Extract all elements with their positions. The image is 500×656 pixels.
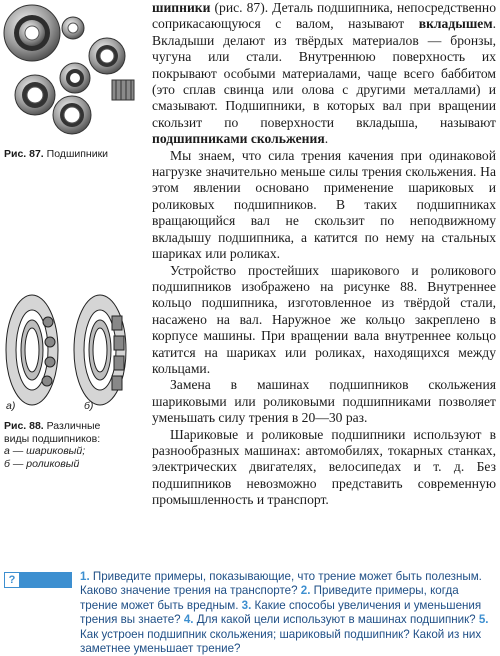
paragraph-5: Шариковые и роликовые подшипники используют в разнообразных машинах: автомобилях, токарных станках, электрических двигателях, велосипедах и т. д. Без подшипников невозможно представить современную промышленность и транспорт.	[152, 426, 496, 508]
figure-88-line-2: виды подшипников:	[4, 432, 101, 445]
term-sliding-bearings: подшипниками скольжения	[152, 131, 325, 147]
term-vkladysh: вкладышем	[418, 16, 493, 32]
figure-88-caption	[4, 420, 144, 470]
bearings-photo	[0, 0, 140, 140]
bearing-right-top	[89, 38, 125, 74]
figure-88-line-1: Различные	[46, 420, 101, 432]
question-text: Как устроен подшипник скольжения; шариковый подшипник? Какой из них заметнее уменьшает трение?	[80, 627, 482, 656]
question-text: Приведите примеры, показывающие, что трение может быть полезным. Каково значение трения на транспорте?	[80, 570, 482, 598]
question-text: Приведите примеры, когда трение может быть вредным.	[80, 584, 459, 612]
question-number: 3.	[241, 598, 252, 612]
figure-88-line-4: б — роликовый	[4, 457, 80, 470]
bearing-cross-sections	[0, 292, 135, 410]
question-number: 2.	[300, 584, 311, 598]
p1-part-1: (рис. 87). Деталь подшипника, непосредственно соприкасающуюся с валом, называют	[152, 0, 496, 32]
p1-part-3: .	[324, 131, 329, 147]
questions-block	[4, 570, 496, 656]
figure-87-text: Подшипники	[46, 148, 109, 160]
bearing-left-bottom	[15, 75, 55, 115]
roller-cage	[112, 80, 134, 100]
p1-lead-bold: шипники	[152, 0, 211, 15]
question-icon: ?	[5, 573, 19, 587]
question-number: 5.	[478, 613, 489, 627]
paragraph-4: Замена в машинах подшипников скольжения шариковыми или роликовыми подшипниками позволяет уменьшать силу трения в 20—30 раз.	[152, 377, 496, 426]
figure-88-line-3: а — шариковый;	[4, 445, 86, 457]
ball-bearing-diagram	[6, 295, 58, 405]
figure-88-label-b: б)	[84, 400, 94, 412]
paragraph-1	[152, 0, 496, 148]
questions-label: Вопросы	[4, 590, 55, 602]
roller-bearing-diagram	[74, 295, 126, 405]
question-number: 4.	[183, 613, 194, 627]
question-text: Какие способы увеличения и уменьшения трения вы знаете?	[80, 598, 482, 627]
paragraph-2: Мы знаем, что сила трения качения при одинаковой нагрузке значительно меньше силы трения скольжения. На этом явлении основано применение шариковых и роликовых подшипников. В таких подшипниках вращающийся вал не скользит по неподвижному вкладышу подшипника, а катится по нему на стальных шариках или роликах.	[152, 147, 496, 262]
bearing-small	[62, 17, 84, 39]
question-text: Для какой цели используют в машинах подшипник?	[193, 613, 479, 627]
figure-87-caption	[4, 148, 144, 160]
figure-87-number: Рис. 87.	[4, 148, 44, 160]
paragraph-3: Устройство простейших шарикового и роликового подшипников изображено на рисунке 88. Внутреннее кольцо подшипника, изготовленное из твёрдой стали, насажено на вал. Наружное же кольцо закреплено в корпусе машины. При вращении вала внутреннее кольцо катится на шариках или роликах, находящихся между кольцами.	[152, 262, 496, 376]
bearing-bottom	[53, 96, 91, 134]
questions-text	[80, 570, 496, 656]
main-text	[152, 0, 496, 509]
bearing-large	[4, 5, 60, 61]
p1-part-2: . Вкладыши делают из твёрдых материалов — бронзы, чугуна или стали. Внутреннюю поверхность их покрывают особыми материалами, чаще всего баббитом (это сплав свинца или олова с другими металлами) и смазывают. Подшипники, в которых вал при вращении скользит по поверхности вкладыша, называют	[152, 16, 496, 130]
question-number: 1.	[80, 570, 90, 583]
figure-88-label-a: а)	[6, 400, 16, 412]
questions-badge	[4, 572, 72, 602]
figure-88-number: Рис. 88.	[4, 420, 44, 432]
bearing-middle	[60, 63, 90, 93]
